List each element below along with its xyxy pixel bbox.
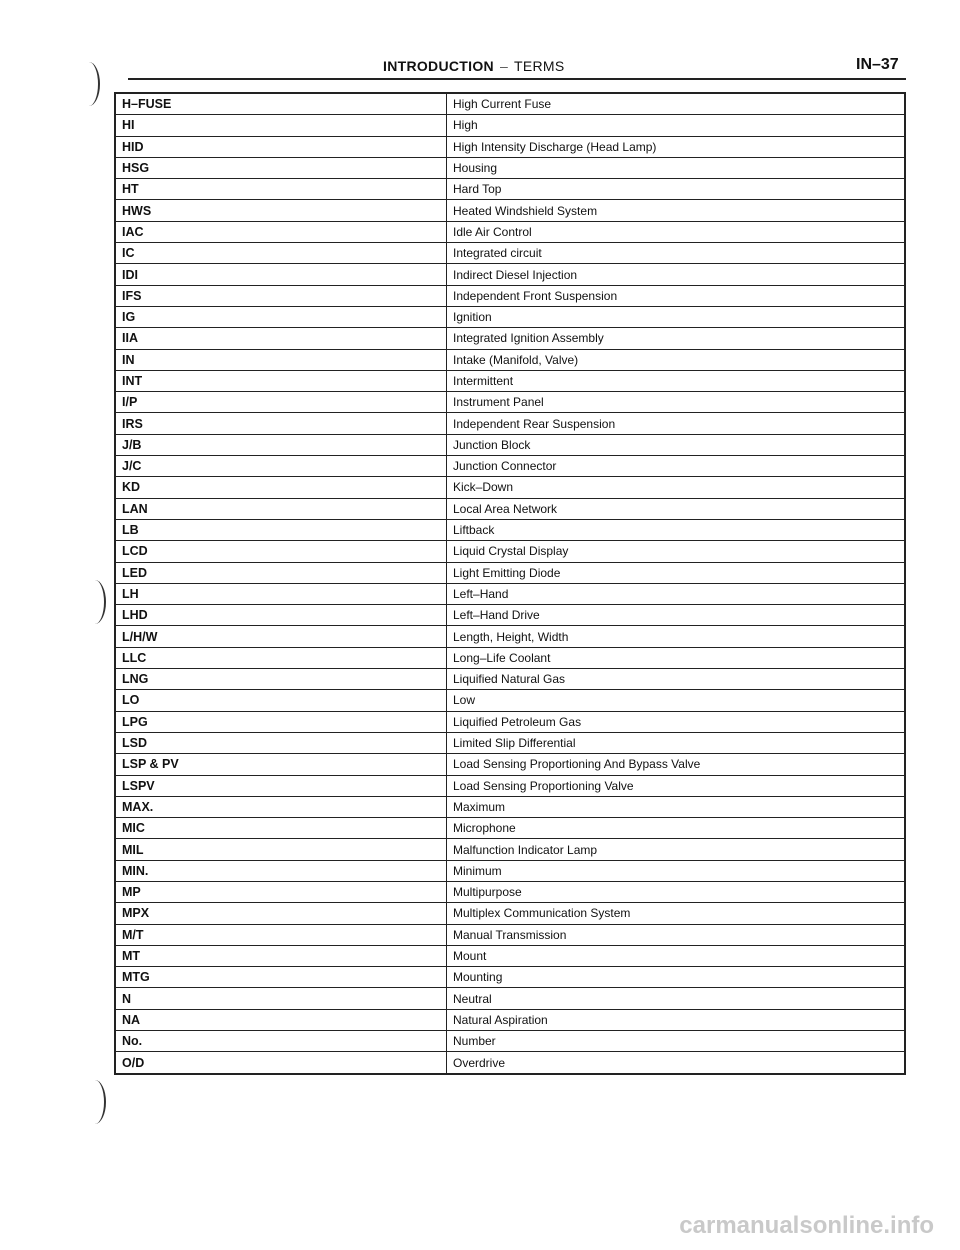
term-definition: Junction Connector: [447, 456, 906, 477]
term-definition: Independent Front Suspension: [447, 285, 906, 306]
term-abbreviation: MPX: [115, 903, 447, 924]
term-abbreviation: LAN: [115, 498, 447, 519]
term-definition: Idle Air Control: [447, 221, 906, 242]
term-definition: Length, Height, Width: [447, 626, 906, 647]
term-abbreviation: LLC: [115, 647, 447, 668]
term-abbreviation: LED: [115, 562, 447, 583]
table-row: [115, 221, 905, 242]
title-separator: –: [499, 58, 509, 74]
table-row: [115, 285, 905, 306]
table-row: [115, 818, 905, 839]
table-row: [115, 200, 905, 221]
term-definition: Hard Top: [447, 179, 906, 200]
term-abbreviation: LSP & PV: [115, 754, 447, 775]
term-abbreviation: LB: [115, 519, 447, 540]
term-abbreviation: IAC: [115, 221, 447, 242]
term-definition: Indirect Diesel Injection: [447, 264, 906, 285]
table-row: [115, 115, 905, 136]
table-row: [115, 519, 905, 540]
term-abbreviation: MT: [115, 945, 447, 966]
term-abbreviation: MIL: [115, 839, 447, 860]
term-abbreviation: LSD: [115, 732, 447, 753]
table-row: [115, 413, 905, 434]
term-abbreviation: HSG: [115, 157, 447, 178]
term-definition: Integrated Ignition Assembly: [447, 328, 906, 349]
term-definition: Low: [447, 690, 906, 711]
table-row: [115, 626, 905, 647]
term-definition: Multipurpose: [447, 881, 906, 902]
table-row: [115, 1052, 905, 1074]
table-row: [115, 669, 905, 690]
watermark: carmanualsonline.info: [679, 1212, 934, 1239]
term-abbreviation: IIA: [115, 328, 447, 349]
term-definition: Left–Hand: [447, 583, 906, 604]
term-abbreviation: I/P: [115, 392, 447, 413]
terms-table: [114, 92, 906, 1075]
term-abbreviation: MIC: [115, 818, 447, 839]
term-definition: Limited Slip Differential: [447, 732, 906, 753]
term-definition: Long–Life Coolant: [447, 647, 906, 668]
term-abbreviation: LNG: [115, 669, 447, 690]
term-definition: Multiplex Communication System: [447, 903, 906, 924]
term-definition: Malfunction Indicator Lamp: [447, 839, 906, 860]
section-title: [383, 58, 565, 74]
term-abbreviation: HID: [115, 136, 447, 157]
term-definition: Neutral: [447, 988, 906, 1009]
term-definition: Independent Rear Suspension: [447, 413, 906, 434]
table-row: [115, 370, 905, 391]
table-row: [115, 157, 905, 178]
term-abbreviation: IDI: [115, 264, 447, 285]
term-definition: Mount: [447, 945, 906, 966]
term-definition: Instrument Panel: [447, 392, 906, 413]
table-row: [115, 477, 905, 498]
table-row: [115, 711, 905, 732]
table-row: [115, 562, 905, 583]
table-row: [115, 136, 905, 157]
term-abbreviation: KD: [115, 477, 447, 498]
term-abbreviation: HI: [115, 115, 447, 136]
term-definition: Microphone: [447, 818, 906, 839]
term-definition: Load Sensing Proportioning And Bypass Valve: [447, 754, 906, 775]
term-abbreviation: LCD: [115, 541, 447, 562]
term-definition: Junction Block: [447, 434, 906, 455]
table-row: [115, 775, 905, 796]
term-abbreviation: H–FUSE: [115, 93, 447, 115]
term-definition: Light Emitting Diode: [447, 562, 906, 583]
term-abbreviation: INT: [115, 370, 447, 391]
term-definition: Liftback: [447, 519, 906, 540]
binder-hole-mark: [78, 62, 100, 106]
table-row: [115, 605, 905, 626]
term-abbreviation: M/T: [115, 924, 447, 945]
term-definition: Overdrive: [447, 1052, 906, 1074]
term-abbreviation: MP: [115, 881, 447, 902]
table-row: [115, 264, 905, 285]
terms-table-body: [115, 93, 905, 1074]
term-abbreviation: HT: [115, 179, 447, 200]
term-definition: Heated Windshield System: [447, 200, 906, 221]
table-row: [115, 349, 905, 370]
table-row: [115, 328, 905, 349]
table-row: [115, 93, 905, 115]
term-abbreviation: O/D: [115, 1052, 447, 1074]
table-row: [115, 243, 905, 264]
table-row: [115, 1009, 905, 1030]
table-row: [115, 647, 905, 668]
section-subtitle: TERMS: [514, 58, 565, 74]
term-abbreviation: MTG: [115, 967, 447, 988]
term-abbreviation: MAX.: [115, 796, 447, 817]
table-row: [115, 967, 905, 988]
term-definition: High Current Fuse: [447, 93, 906, 115]
header-divider: [128, 78, 906, 80]
page-number: IN–37: [856, 56, 899, 73]
table-row: [115, 456, 905, 477]
table-row: [115, 179, 905, 200]
table-row: [115, 1031, 905, 1052]
table-row: [115, 541, 905, 562]
term-definition: Number: [447, 1031, 906, 1052]
term-definition: Liquid Crystal Display: [447, 541, 906, 562]
table-row: [115, 583, 905, 604]
binder-hole-mark: [84, 1080, 106, 1124]
term-definition: Integrated circuit: [447, 243, 906, 264]
binder-hole-mark: [84, 580, 106, 624]
table-row: [115, 732, 905, 753]
term-abbreviation: IG: [115, 306, 447, 327]
term-abbreviation: L/H/W: [115, 626, 447, 647]
term-definition: Natural Aspiration: [447, 1009, 906, 1030]
term-abbreviation: IN: [115, 349, 447, 370]
table-row: [115, 860, 905, 881]
term-definition: Minimum: [447, 860, 906, 881]
term-definition: Intake (Manifold, Valve): [447, 349, 906, 370]
term-definition: High Intensity Discharge (Head Lamp): [447, 136, 906, 157]
table-row: [115, 392, 905, 413]
term-definition: Liquified Natural Gas: [447, 669, 906, 690]
term-abbreviation: LO: [115, 690, 447, 711]
table-row: [115, 690, 905, 711]
term-definition: High: [447, 115, 906, 136]
table-row: [115, 924, 905, 945]
term-abbreviation: LH: [115, 583, 447, 604]
term-definition: Liquified Petroleum Gas: [447, 711, 906, 732]
term-abbreviation: MIN.: [115, 860, 447, 881]
term-abbreviation: IFS: [115, 285, 447, 306]
term-definition: Housing: [447, 157, 906, 178]
table-row: [115, 903, 905, 924]
table-row: [115, 434, 905, 455]
table-row: [115, 839, 905, 860]
term-abbreviation: J/C: [115, 456, 447, 477]
term-abbreviation: NA: [115, 1009, 447, 1030]
term-abbreviation: IC: [115, 243, 447, 264]
term-definition: Ignition: [447, 306, 906, 327]
table-row: [115, 754, 905, 775]
table-row: [115, 881, 905, 902]
term-abbreviation: N: [115, 988, 447, 1009]
table-row: [115, 498, 905, 519]
section-title-text: INTRODUCTION: [383, 58, 494, 74]
term-definition: Load Sensing Proportioning Valve: [447, 775, 906, 796]
term-definition: Manual Transmission: [447, 924, 906, 945]
term-abbreviation: LHD: [115, 605, 447, 626]
term-abbreviation: No.: [115, 1031, 447, 1052]
term-abbreviation: IRS: [115, 413, 447, 434]
table-row: [115, 796, 905, 817]
term-definition: Intermittent: [447, 370, 906, 391]
term-abbreviation: HWS: [115, 200, 447, 221]
table-row: [115, 988, 905, 1009]
term-abbreviation: J/B: [115, 434, 447, 455]
term-definition: Left–Hand Drive: [447, 605, 906, 626]
table-row: [115, 306, 905, 327]
table-row: [115, 945, 905, 966]
term-definition: Local Area Network: [447, 498, 906, 519]
term-abbreviation: LSPV: [115, 775, 447, 796]
term-definition: Maximum: [447, 796, 906, 817]
term-abbreviation: LPG: [115, 711, 447, 732]
term-definition: Mounting: [447, 967, 906, 988]
term-definition: Kick–Down: [447, 477, 906, 498]
